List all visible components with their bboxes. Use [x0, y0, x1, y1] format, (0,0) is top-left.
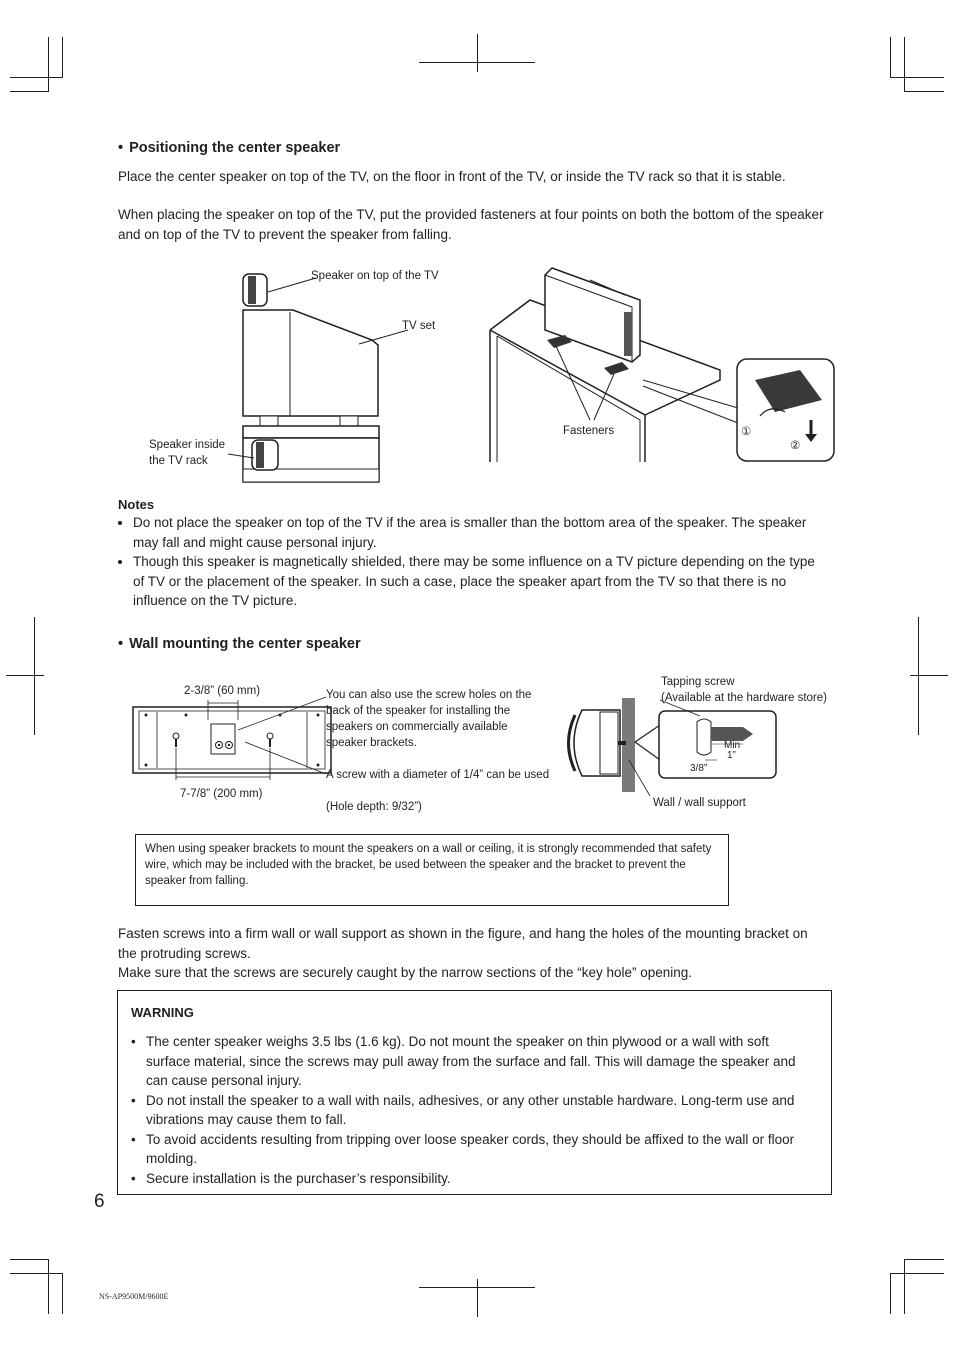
screw-diameter: 3/8” [690, 763, 708, 774]
screw-note: A screw with a diameter of 1/4” can be used [326, 769, 550, 781]
label-fasteners: Fasteners [563, 425, 615, 437]
tapping-screw-availability: (Available at the hardware store) [661, 692, 827, 704]
wall-heading: • Wall mounting the center speaker [118, 636, 361, 652]
min-value: 1” [727, 750, 736, 761]
positioning-para-2: When placing the speaker on top of the TV, put the provided fasteners at four points on both the bottom of the speaker and on top of the TV to prevent the speaker from falling. [118, 207, 824, 242]
tapping-screw-label: Tapping screw [661, 676, 735, 688]
label-speaker-on-top: Speaker on top of the TV [311, 270, 439, 282]
notes-title: Notes [118, 497, 155, 512]
positioning-heading: • Positioning the center speaker [118, 140, 341, 156]
min-label: Min [724, 740, 741, 751]
positioning-para-1: Place the center speaker on top of the TV, on the floor in front of the TV, or inside the TV rack so that it is stable. [118, 169, 786, 184]
holes-note: You can also use the screw holes on the back of the speaker for installing the speakers on commercially available speaker brackets. [326, 689, 532, 749]
page-number: 6 [94, 1191, 105, 1212]
label-tv-set: TV set [402, 320, 436, 332]
dim-200mm: 7-7/8” (200 mm) [180, 788, 263, 800]
warning-box [117, 990, 832, 1195]
fasten-para-2: Make sure that the screws are securely caught by the narrow sections of the “key hole” opening. [118, 965, 693, 980]
label-step-1: ① [741, 426, 752, 438]
dim-60mm: 2-3/8” (60 mm) [184, 685, 261, 697]
warning-item: • Secure installation is the purchaser’s responsibility. [131, 1170, 451, 1186]
safety-wire-notice: When using speaker brackets to mount the speakers on a wall or ceiling, it is strongly recommended that safety wire, which may be included with the bracket, be used between the speaker and the bracket to prevent the speaker from falling. [135, 834, 729, 906]
note-item: Though this speaker is magnetically shielded, there may be some influence on a TV picture depending on the type of TV or the placement of the speaker. In such a case, place the speaker apart from the TV so that there is no influence on the TV picture. [118, 552, 818, 611]
warning-title: WARNING [131, 1005, 194, 1020]
model-number: NS-AP9500M/9600E [99, 1292, 169, 1301]
wall-support-label: Wall / wall support [653, 797, 746, 809]
warning-list [131, 1032, 811, 1188]
fasten-para-1: Fasten screws into a firm wall or wall support as shown in the figure, and hang the holes of the mounting bracket on the protruding screws. [118, 926, 808, 961]
label-speaker-inside-1: Speaker inside [149, 439, 226, 451]
label-step-2: ② [790, 440, 801, 452]
note-item: Do not place the speaker on top of the TV if the area is smaller than the bottom area of the speaker. The speaker may fall and might cause personal injury. [118, 513, 818, 552]
warning-item: • To avoid accidents resulting from tripping over loose speaker cords, they should be affixed to the wall or floor molding. [131, 1131, 795, 1166]
label-speaker-inside-2: the TV rack [149, 455, 208, 467]
warning-item: • The center speaker weighs 3.5 lbs (1.6 kg). Do not mount the speaker on thin plywood or a wall with soft surface material, since the screws may pull away from the surface and fall. This will damage the speaker and can cause personal injury. [131, 1034, 796, 1088]
hole-depth-note: (Hole depth: 9/32”) [326, 801, 422, 813]
warning-item: • Do not install the speaker to a wall with nails, adhesives, or any other unstable hardware. Long-term use and vibrations may cause them to fall. [131, 1092, 795, 1127]
